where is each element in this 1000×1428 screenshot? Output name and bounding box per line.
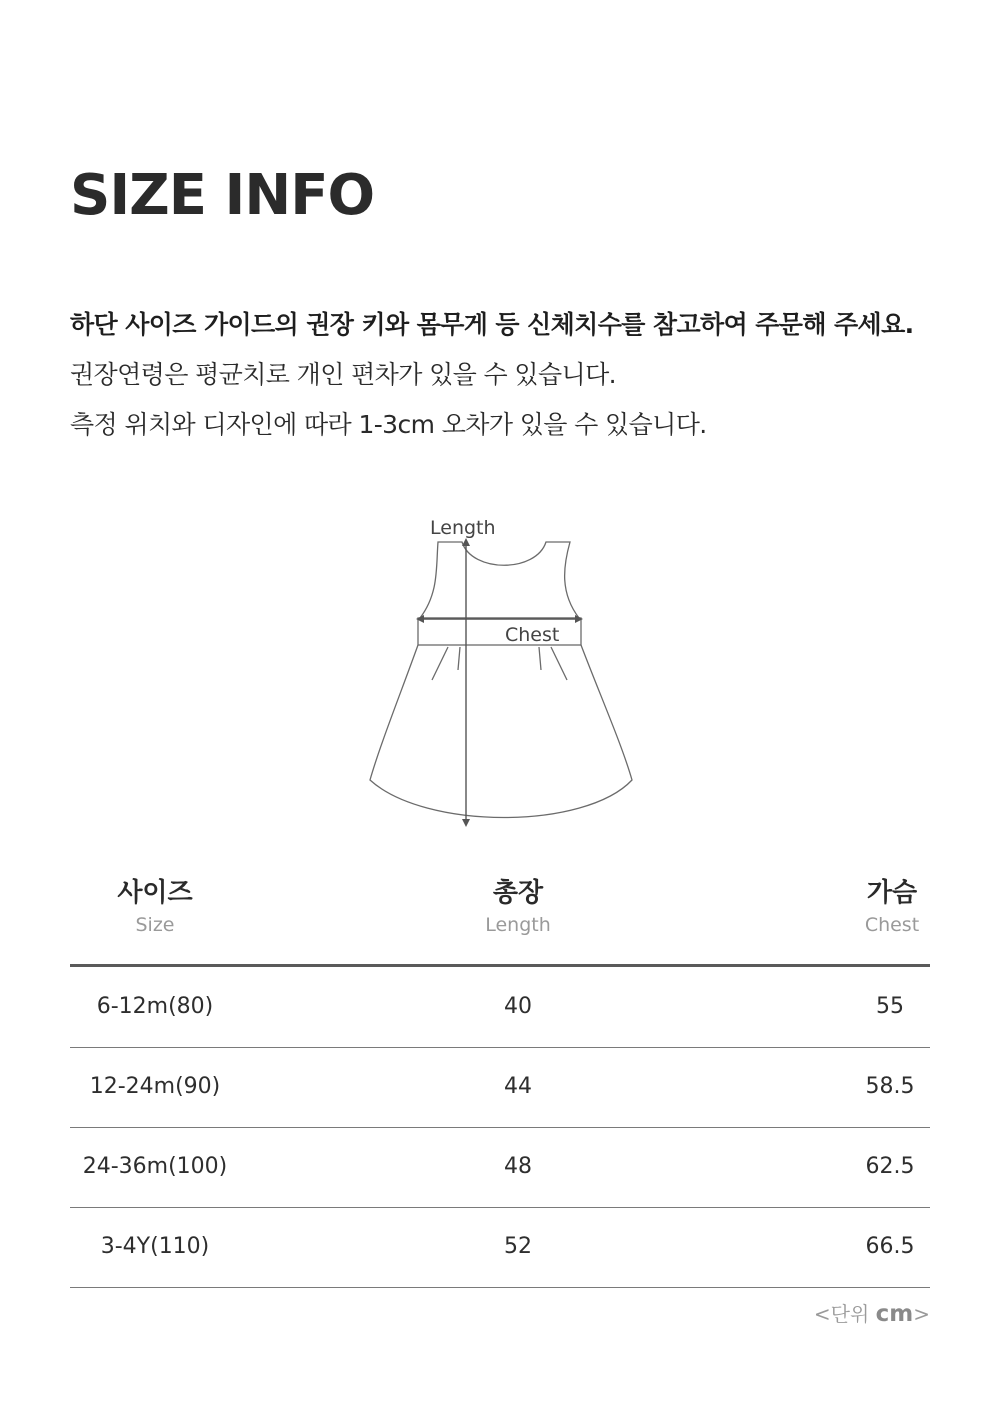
measurement-arrows xyxy=(420,542,579,823)
header-size xyxy=(95,876,215,940)
unit-close-bracket: > xyxy=(913,1302,930,1326)
table-cell-length: 44 xyxy=(504,1074,532,1099)
dress-measurement-diagram xyxy=(360,505,650,835)
table-cell-size: 6-12m(80) xyxy=(96,994,214,1019)
header-size-en: Size xyxy=(135,914,175,936)
header-chest-ko: 가슴 xyxy=(866,878,918,908)
header-chest xyxy=(832,876,952,940)
note-order-guide: 하단 사이즈 가이드의 권장 키와 몸무게 등 신체치수를 참고하여 주문해 주세요. xyxy=(70,310,914,339)
table-cell-size: 12-24m(90) xyxy=(89,1074,221,1099)
size-notes xyxy=(70,300,950,450)
table-cell-length: 40 xyxy=(504,994,532,1019)
unit-note xyxy=(814,1298,930,1327)
row-divider xyxy=(70,1127,930,1128)
table-cell-length: 48 xyxy=(504,1154,532,1179)
unit-label: 단위 xyxy=(830,1302,876,1326)
table-cell-chest: 62.5 xyxy=(865,1154,915,1179)
table-cell-size: 24-36m(100) xyxy=(82,1154,228,1179)
note-age-deviation: 권장연령은 평균치로 개인 편차가 있을 수 있습니다. xyxy=(70,360,616,389)
dress-outline xyxy=(370,542,632,818)
unit-value: cm xyxy=(875,1301,914,1327)
table-cell-chest: 55 xyxy=(876,994,904,1019)
table-header-divider xyxy=(70,964,930,967)
note-measure-tolerance: 측정 위치와 디자인에 따라 1-3cm 오차가 있을 수 있습니다. xyxy=(70,410,707,439)
length-label: Length xyxy=(430,517,496,539)
chest-label: Chest xyxy=(505,624,560,646)
table-cell-chest: 66.5 xyxy=(865,1234,915,1259)
header-length-ko: 총장 xyxy=(492,878,544,908)
table-cell-length: 52 xyxy=(504,1234,532,1259)
header-chest-en: Chest xyxy=(864,914,920,936)
header-length xyxy=(458,876,578,940)
page-title: SIZE INFO xyxy=(70,163,375,228)
row-divider xyxy=(70,1287,930,1288)
unit-open-bracket: < xyxy=(813,1302,831,1326)
header-size-ko: 사이즈 xyxy=(117,878,193,908)
table-cell-chest: 58.5 xyxy=(865,1074,915,1099)
row-divider xyxy=(70,1047,930,1048)
row-divider xyxy=(70,1207,930,1208)
header-length-en: Length xyxy=(485,914,551,936)
table-cell-size: 3-4Y(110) xyxy=(100,1234,210,1259)
